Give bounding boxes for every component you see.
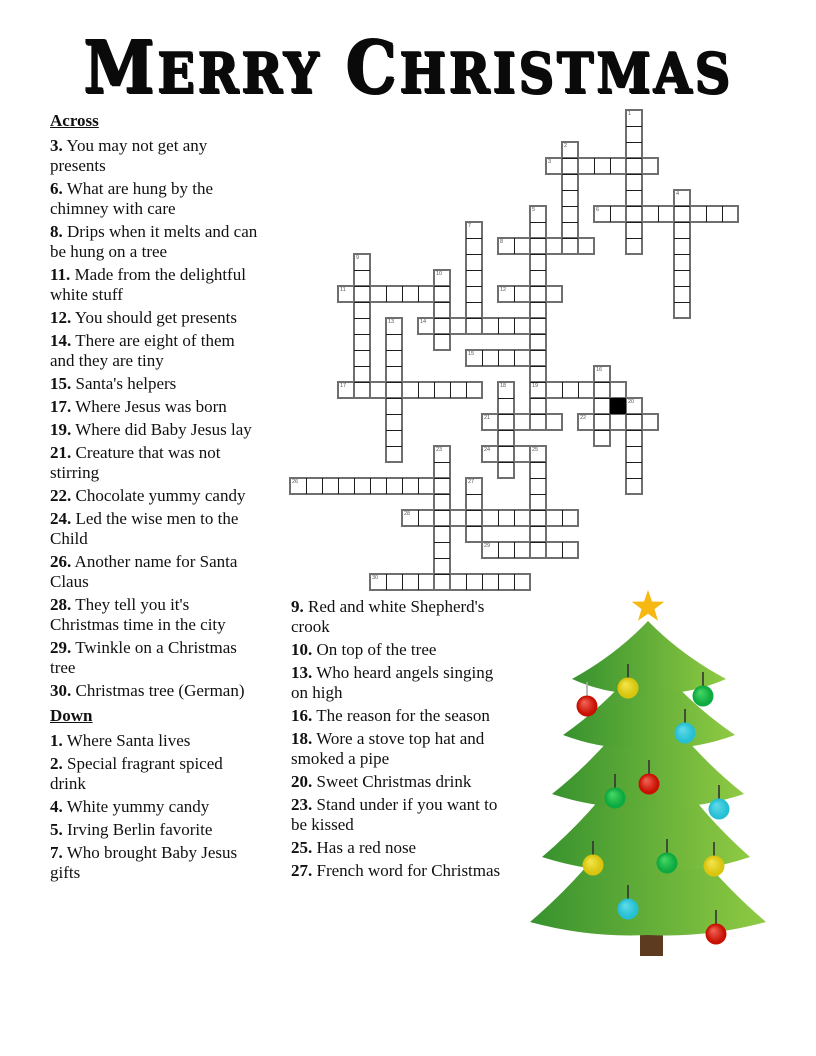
clue-across-29	[50, 638, 262, 678]
cell-number-2: 2	[564, 143, 568, 149]
ornament-ball-red	[706, 924, 727, 945]
clue-number: 1.	[50, 731, 63, 750]
clue-number: 23.	[291, 795, 313, 814]
across-heading: Across	[50, 111, 99, 130]
clue-number: 6.	[50, 179, 63, 198]
clue-across-11	[50, 265, 262, 305]
clue-text: There are eight of them and they are tiny	[50, 331, 235, 370]
cell-number-17: 17	[340, 383, 347, 389]
clue-number: 17.	[50, 397, 72, 416]
clue-down-4	[50, 797, 262, 817]
cell-number-15: 15	[468, 351, 475, 357]
clue-number: 16.	[291, 706, 313, 725]
clue-across-17	[50, 397, 262, 417]
down-heading: Down	[50, 706, 93, 725]
clue-text: Who heard angels singing on high	[291, 663, 494, 702]
crossword-word-1-down[interactable]	[625, 109, 643, 255]
clue-down-10	[291, 640, 504, 660]
crossword-word-25-down[interactable]	[529, 445, 547, 559]
crossword-word-7-down[interactable]	[465, 221, 483, 335]
cell-number-13: 13	[388, 319, 395, 325]
clue-number: 11.	[50, 265, 71, 284]
cell-number-27: 27	[468, 479, 475, 485]
clue-text: Irving Berlin favorite	[62, 820, 213, 839]
clue-down-16	[291, 706, 504, 726]
clue-across-3	[50, 136, 262, 176]
crossword-word-22-across[interactable]	[577, 413, 659, 431]
clue-number: 25.	[291, 838, 313, 857]
clue-across-22	[50, 486, 262, 506]
clue-text: Led the wise men to the Child	[50, 509, 239, 548]
cell-number-28: 28	[404, 511, 411, 517]
clue-text: They tell you it's Christmas time in the city	[50, 595, 226, 634]
clue-number: 10.	[291, 640, 313, 659]
clue-text: White yummy candy	[62, 797, 210, 816]
cell-number-12: 12	[500, 287, 507, 293]
crossword-word-26-across[interactable]	[289, 477, 451, 495]
clue-text: Creature that was not stirring	[50, 443, 221, 482]
crossword-word-4-down[interactable]	[673, 189, 691, 319]
clue-text: Made from the delightful white stuff	[50, 265, 246, 304]
clue-number: 19.	[50, 420, 72, 439]
clue-text: Santa's helpers	[71, 374, 177, 393]
clue-across-21	[50, 443, 262, 483]
middle-clue-column	[291, 597, 504, 884]
clue-text: Christmas tree (German)	[71, 681, 245, 700]
crossword-word-13-down[interactable]	[385, 317, 403, 463]
title-word: MERRY	[83, 26, 322, 110]
clue-text: Sweet Christmas drink	[312, 772, 472, 791]
cell-number-29: 29	[484, 543, 491, 549]
clue-text: You should get presents	[71, 308, 238, 327]
ornament-ball-green	[693, 686, 714, 707]
clue-text: Wore a stove top hat and smoked a pipe	[291, 729, 485, 768]
clue-text: Twinkle on a Christmas tree	[50, 638, 237, 677]
ornament-ball-yellow	[704, 856, 725, 877]
title-word: CHRISTMAS	[345, 26, 733, 110]
clue-down-1	[50, 731, 262, 751]
clue-text: Red and white Shepherd's crook	[291, 597, 485, 636]
cell-number-22: 22	[580, 415, 587, 421]
clue-down-23	[291, 795, 504, 835]
clue-across-8	[50, 222, 262, 262]
clue-across-26	[50, 552, 262, 592]
cell-number-3: 3	[548, 159, 552, 165]
ornament-ball-yellow	[583, 855, 604, 876]
clue-number: 9.	[291, 597, 304, 616]
clue-down-7	[50, 843, 262, 883]
clue-number: 27.	[291, 861, 313, 880]
ornament-ball-cyan	[675, 723, 696, 744]
cell-number-23: 23	[436, 447, 443, 453]
cell-number-20: 20	[628, 399, 635, 405]
across-clue-list	[50, 136, 262, 701]
clue-number: 30.	[50, 681, 72, 700]
clue-number: 28.	[50, 595, 72, 614]
clue-number: 18.	[291, 729, 313, 748]
clue-across-15	[50, 374, 262, 394]
crossword-word-16-down[interactable]	[593, 365, 611, 447]
crossword-word-6-across[interactable]	[593, 205, 739, 223]
page-title	[0, 26, 816, 110]
cell-number-4: 4	[676, 191, 680, 197]
clue-across-12	[50, 308, 262, 328]
clue-text: Who brought Baby Jesus gifts	[50, 843, 238, 882]
left-clue-column	[50, 111, 262, 886]
ornament-ball-yellow	[618, 678, 639, 699]
cell-number-9: 9	[356, 255, 360, 261]
cell-number-11: 11	[340, 287, 346, 293]
cell-number-30: 30	[372, 575, 379, 581]
clue-number: 26.	[50, 552, 72, 571]
clue-down-9	[291, 597, 504, 637]
clue-across-28	[50, 595, 262, 635]
clue-text: Where Santa lives	[62, 731, 191, 750]
crossword-word-18-down[interactable]	[497, 381, 515, 479]
cell-number-5: 5	[532, 207, 536, 213]
cell-number-10: 10	[436, 271, 443, 277]
clue-number: 24.	[50, 509, 72, 528]
clue-text: Chocolate yummy candy	[71, 486, 246, 505]
crossword-word-9-down[interactable]	[353, 253, 371, 399]
clue-across-19	[50, 420, 262, 440]
crossword-word-2-down[interactable]	[561, 141, 579, 255]
cell-number-18: 18	[500, 383, 507, 389]
clue-number: 29.	[50, 638, 72, 657]
clue-number: 2.	[50, 754, 63, 773]
clue-number: 3.	[50, 136, 63, 155]
clue-number: 21.	[50, 443, 72, 462]
cell-number-14: 14	[420, 319, 427, 325]
clue-text: Special fragrant spiced drink	[50, 754, 223, 793]
clue-text: The reason for the season	[312, 706, 490, 725]
cell-number-25: 25	[532, 447, 539, 453]
black-cell	[610, 398, 626, 414]
crossword-word-5-down[interactable]	[529, 205, 547, 431]
crossword-word-27-down[interactable]	[465, 477, 483, 543]
crossword-word-21-across[interactable]	[481, 413, 563, 431]
clue-number: 14.	[50, 331, 72, 350]
cell-number-26: 26	[292, 479, 299, 485]
clue-number: 13.	[291, 663, 313, 682]
ornament-ball-cyan	[618, 899, 639, 920]
clue-across-14	[50, 331, 262, 371]
cell-number-19: 19	[532, 383, 539, 389]
clue-across-6	[50, 179, 262, 219]
clue-number: 15.	[50, 374, 72, 393]
christmas-tree-illustration	[520, 583, 810, 973]
cell-number-21: 21	[484, 415, 491, 421]
clue-text: Has a red nose	[312, 838, 417, 857]
clue-number: 12.	[50, 308, 72, 327]
clue-number: 5.	[50, 820, 63, 839]
ornament-ball-green	[605, 788, 626, 809]
clue-across-24	[50, 509, 262, 549]
clue-text: On top of the tree	[312, 640, 437, 659]
cell-number-8: 8	[500, 239, 504, 245]
cell-number-24: 24	[484, 447, 491, 453]
clue-down-13	[291, 663, 504, 703]
clue-text: Drips when it melts and can be hung on a tree	[50, 222, 258, 261]
cell-number-1: 1	[628, 111, 632, 117]
crossword-word-20-down[interactable]	[625, 397, 643, 495]
clue-text: Stand under if you want to be kissed	[291, 795, 498, 834]
clue-number: 4.	[50, 797, 63, 816]
tree-star-icon	[632, 590, 664, 621]
ornament-ball-red	[577, 696, 598, 717]
crossword-word-10-down[interactable]	[433, 269, 451, 351]
clue-number: 20.	[291, 772, 313, 791]
clue-across-30	[50, 681, 262, 701]
down-clue-list-left	[50, 731, 262, 883]
clue-text: What are hung by the chimney with care	[50, 179, 214, 218]
clue-text: French word for Christmas	[312, 861, 501, 880]
clue-number: 7.	[50, 843, 63, 862]
clue-down-18	[291, 729, 504, 769]
clue-text: Another name for Santa Claus	[50, 552, 238, 591]
clue-number: 22.	[50, 486, 72, 505]
clue-down-27	[291, 861, 504, 881]
clue-down-2	[50, 754, 262, 794]
crossword-word-23-down[interactable]	[433, 445, 451, 591]
clue-down-20	[291, 772, 504, 792]
ornament-ball-cyan	[709, 799, 730, 820]
clue-text: Where did Baby Jesus lay	[71, 420, 252, 439]
cell-number-6: 6	[596, 207, 600, 213]
cell-number-16: 16	[596, 367, 603, 373]
cell-number-7: 7	[468, 223, 472, 229]
clue-down-5	[50, 820, 262, 840]
ornament-ball-red	[639, 774, 660, 795]
crossword-word-28-across[interactable]	[401, 509, 579, 527]
ornament-ball-green	[657, 853, 678, 874]
down-clue-list-right	[291, 597, 504, 881]
clue-text: You may not get any presents	[50, 136, 208, 175]
clue-number: 8.	[50, 222, 63, 241]
clue-down-25	[291, 838, 504, 858]
clue-text: Where Jesus was born	[71, 397, 227, 416]
